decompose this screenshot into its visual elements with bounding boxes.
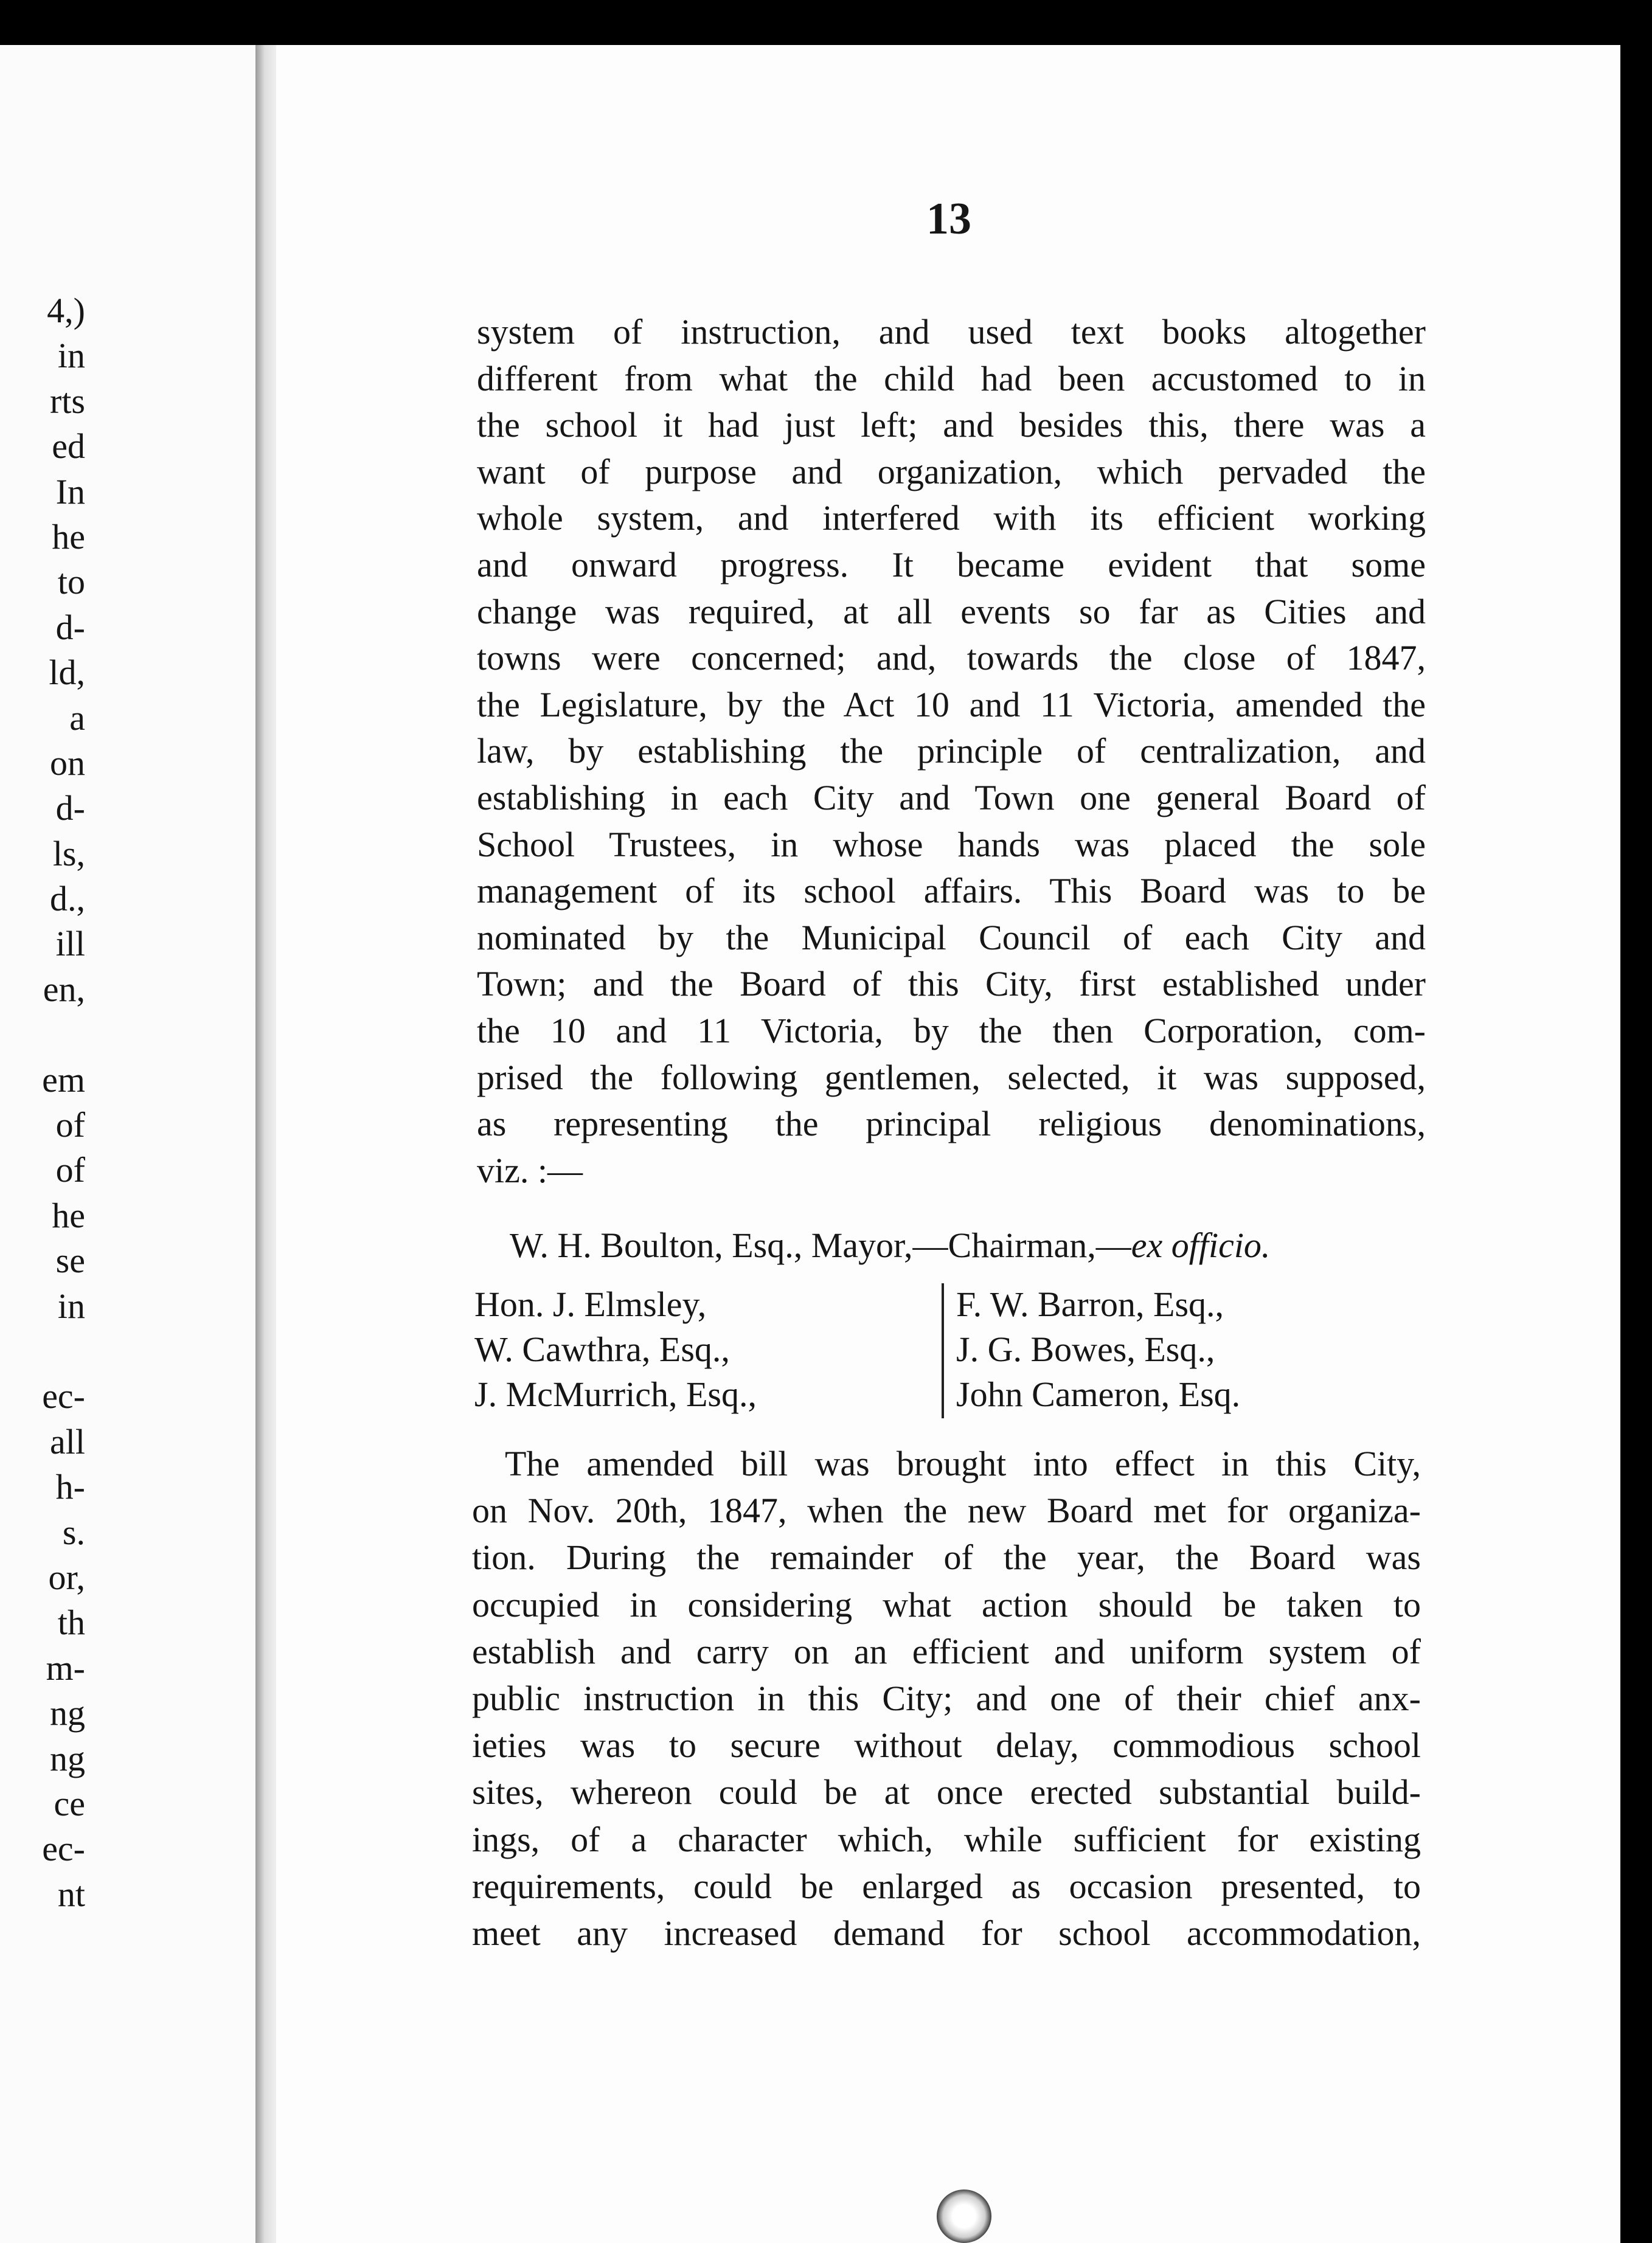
text-line: different from what the child had been accustomed to in xyxy=(477,358,1426,398)
trustees-column-right xyxy=(956,1282,1333,1417)
paragraph-1 xyxy=(477,309,1426,1194)
scan-light-blot xyxy=(937,2189,991,2243)
text-line: change was required, at all events so far as Cities and xyxy=(477,591,1426,631)
fragment-line: in xyxy=(57,336,85,376)
trustee-name: Hon. J. Elmsley, xyxy=(474,1284,707,1324)
fragment-line: ce xyxy=(54,1783,85,1823)
column-divider xyxy=(942,1283,944,1418)
text-line: as representing the principal religious denominations, xyxy=(477,1104,1426,1144)
scan-right-border xyxy=(1620,45,1652,2243)
text-line: on Nov. 20th, 1847, when the new Board met for organiza- xyxy=(472,1491,1421,1531)
fragment-line: ng xyxy=(50,1738,85,1778)
text-line: requirements, could be enlarged as occasion presented, to xyxy=(472,1866,1421,1906)
text-line: public instruction in this City; and one of their chief anx- xyxy=(472,1678,1421,1718)
fragment-line: m- xyxy=(46,1648,85,1688)
text-line: prised the following gentlemen, selected, it was supposed, xyxy=(477,1057,1426,1097)
fragment-line: th xyxy=(57,1603,85,1643)
trustee-name: J. McMurrich, Esq., xyxy=(474,1375,757,1414)
trustees-column-left xyxy=(474,1282,937,1417)
fragment-line xyxy=(0,1012,85,1057)
text-line: tion. During the remainder of the year, the Board was xyxy=(472,1538,1421,1578)
paragraph-2 xyxy=(472,1440,1421,1957)
trustee-name: John Cameron, Esq. xyxy=(956,1375,1241,1414)
text-line: want of purpose and organization, which pervaded the xyxy=(477,451,1426,491)
fragment-line: ill xyxy=(55,924,85,964)
fragment-line: nt xyxy=(57,1874,85,1914)
text-line: whole system, and interfered with its efficient working xyxy=(477,498,1426,538)
fragment-line: ld, xyxy=(49,653,85,693)
fragment-line: d- xyxy=(55,607,85,647)
fragment-line: h- xyxy=(55,1467,85,1507)
text-line: and onward progress. It became evident that some xyxy=(477,544,1426,584)
text-line: sites, whereon could be at once erected substantial build- xyxy=(472,1772,1421,1812)
fragment-line: In xyxy=(55,471,85,511)
fragment-line: to xyxy=(57,562,85,602)
fragment-line: d- xyxy=(55,788,85,828)
page-number: 13 xyxy=(926,194,971,244)
text-line: the 10 and 11 Victoria, by the then Corporation, com- xyxy=(477,1010,1426,1050)
fragment-line: d., xyxy=(50,879,85,919)
fragment-line: of xyxy=(55,1105,85,1145)
fragment-line: or, xyxy=(48,1557,85,1597)
fragment-line: ls, xyxy=(52,833,85,873)
text-line: establish and carry on an efficient and uniform system of xyxy=(472,1631,1421,1671)
fragment-line: rts xyxy=(50,381,85,421)
text-line: the Legislature, by the Act 10 and 11 Victoria, amended the xyxy=(477,684,1426,724)
fragment-line: em xyxy=(42,1059,85,1100)
trustee-name: F. W. Barron, Esq., xyxy=(956,1284,1224,1324)
fragment-line: on xyxy=(50,743,85,783)
fragment-line: se xyxy=(55,1241,85,1281)
fragment-line: en, xyxy=(43,969,85,1009)
text-line: ings, of a character which, while sufficient for existing xyxy=(472,1819,1421,1859)
left-page-fragments xyxy=(0,288,85,1917)
trustee-name: W. Cawthra, Esq., xyxy=(474,1330,730,1369)
fragment-line xyxy=(0,1329,85,1374)
fragment-line: 4,) xyxy=(47,291,85,330)
fragment-line: s. xyxy=(62,1512,85,1552)
fragment-line: all xyxy=(50,1421,85,1461)
ex-officio-italic: ex officio. xyxy=(1131,1226,1271,1265)
fragment-line: of xyxy=(55,1150,85,1190)
text-line: School Trustees, in whose hands was placed the sole xyxy=(477,824,1426,864)
text-line: The amended bill was brought into effect in this City, xyxy=(505,1444,1421,1483)
fragment-line: ec- xyxy=(42,1829,85,1869)
fragment-line: a xyxy=(69,698,85,738)
text-line: viz. :— xyxy=(477,1150,583,1190)
text-line: meet any increased demand for school accommodation, xyxy=(472,1913,1421,1953)
fragment-line: ed xyxy=(52,426,85,466)
text-line: management of its school affairs. This Board was to be xyxy=(477,871,1426,911)
book-gutter xyxy=(255,45,276,2243)
text-line: towns were concerned; and, towards the close of 1847, xyxy=(477,638,1426,678)
trustee-name: J. G. Bowes, Esq., xyxy=(956,1330,1215,1369)
fragment-line: he xyxy=(52,1195,85,1235)
fragment-line: ec- xyxy=(42,1376,85,1416)
chairman-text: W. H. Boulton, Esq., Mayor,—Chairman,— xyxy=(510,1226,1131,1265)
fragment-line: ng xyxy=(50,1693,85,1733)
chairman-line xyxy=(510,1222,1416,1269)
text-line: system of instruction, and used text books altogether xyxy=(477,312,1426,352)
text-line: Town; and the Board of this City, first established under xyxy=(477,964,1426,1004)
fragment-line: he xyxy=(52,516,85,556)
text-line: occupied in considering what action should be taken to xyxy=(472,1584,1421,1624)
fragment-line: in xyxy=(57,1286,85,1326)
text-line: nominated by the Municipal Council of each City and xyxy=(477,917,1426,957)
text-line: the school it had just left; and besides this, there was a xyxy=(477,405,1426,445)
left-page-edge xyxy=(0,45,255,2243)
text-line: law, by establishing the principle of centralization, and xyxy=(477,731,1426,771)
scan-top-border xyxy=(0,0,1652,45)
text-line: establishing in each City and Town one general Board of xyxy=(477,777,1426,817)
text-line: ieties was to secure without delay, commodious school xyxy=(472,1725,1421,1766)
